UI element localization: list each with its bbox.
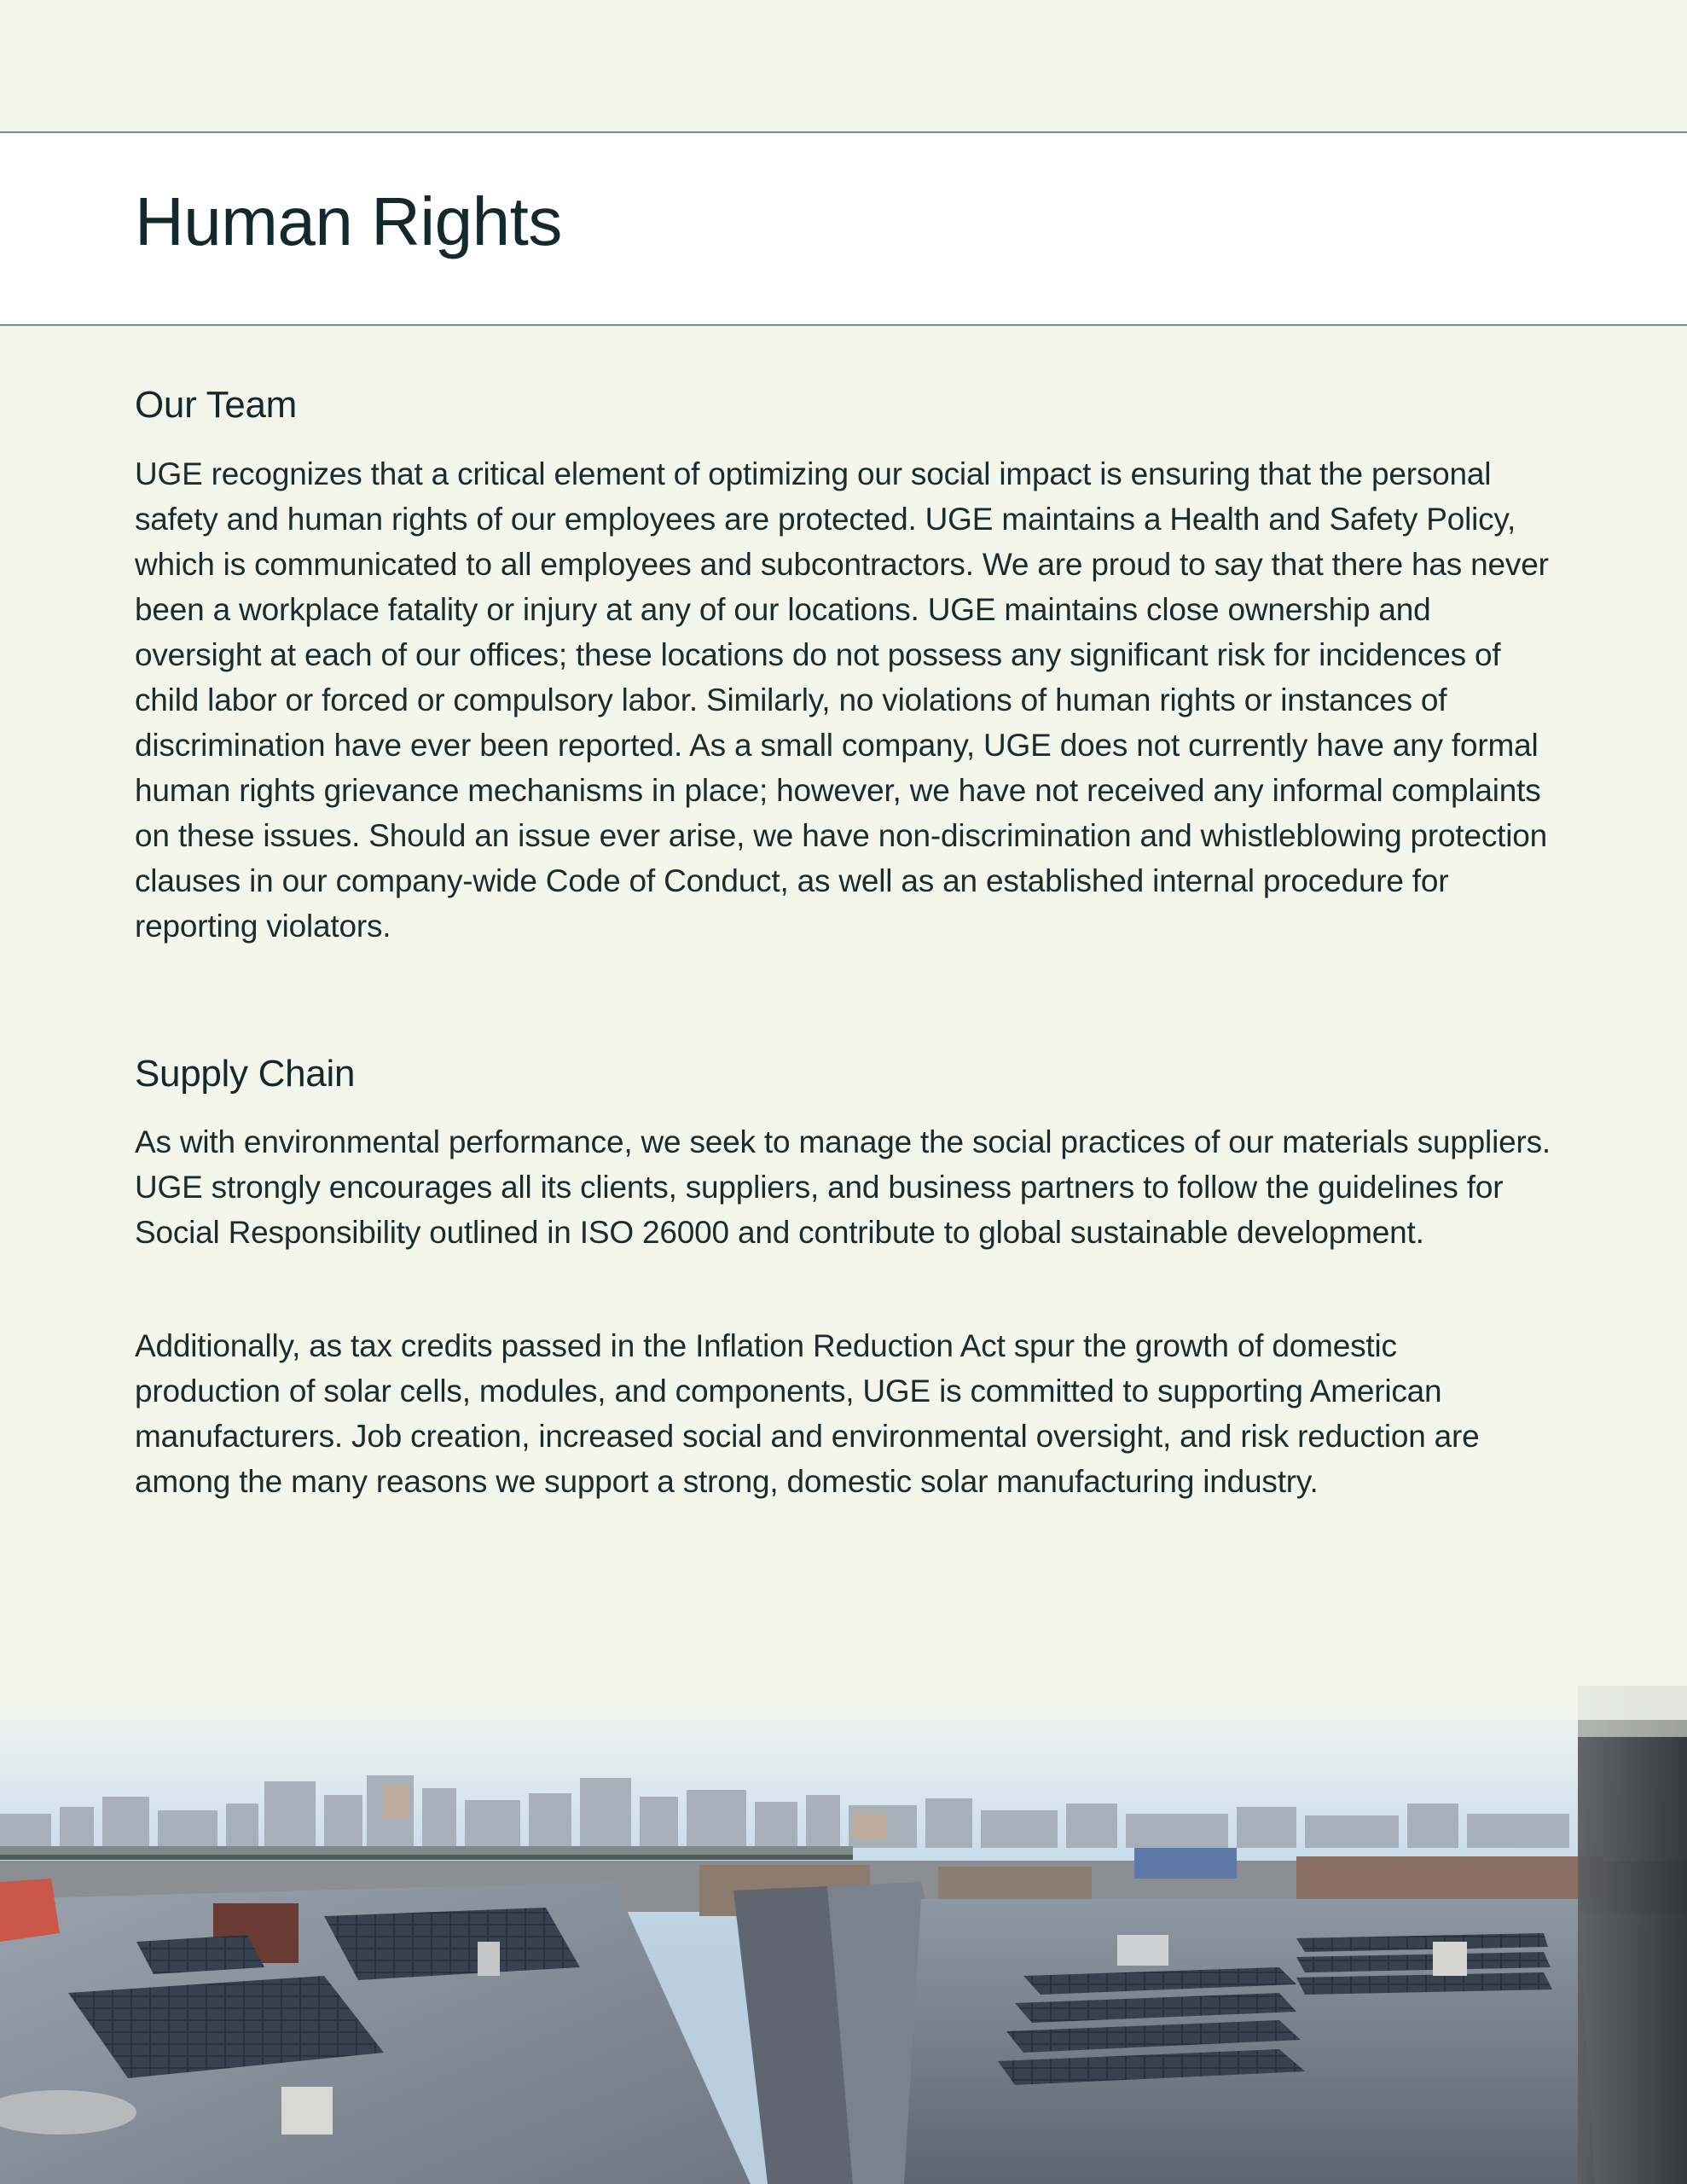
section-heading-supply-chain: Supply Chain bbox=[135, 1052, 356, 1095]
section-spacer bbox=[135, 949, 1551, 1053]
section-our-team bbox=[135, 384, 1551, 949]
paragraph-our-team: UGE recognizes that a critical element of optimizing our social impact is ensuring that the personal safety and human rights of our employees are protected. UGE maintains a Health and Safety Policy, which is communicated to all employees and subcontractors. We are proud to say that there has never been a workplace fatality or injury at any of our locations. UGE maintains close ownership and oversight at each of our offices; these locations do not possess any significant risk for incidences of child labor or forced or compulsory labor. Similarly, no violations of human rights or instances of discrimination have ever been reported. As a small company, UGE does not currently have any formal human rights grievance mechanisms in place; however, we have not received any informal complaints on these issues. Should an issue ever arise, we have non-discrimination and whistleblowing protection clauses in our company-wide Code of Conduct, as well as an established internal procedure for reporting violators. bbox=[135, 456, 1549, 944]
title-band bbox=[0, 131, 1687, 326]
top-margin-band bbox=[0, 0, 1687, 131]
rooftop-solar-panorama-photo bbox=[0, 1686, 1687, 2184]
paragraph-spacer bbox=[135, 1255, 1551, 1323]
paragraph-supply-chain-1: As with environmental performance, we seek to manage the social practices of our materials suppliers. UGE strongly encourages all its clients, suppliers, and business partners to follow the guidelines for Social Responsibility outlined in ISO 26000 and contribute to global sustainable development. bbox=[135, 1124, 1551, 1251]
rooftop-solar-panorama-illustration bbox=[0, 1686, 1687, 2184]
section-heading-our-team: Our Team bbox=[135, 384, 297, 426]
page-title: Human Rights bbox=[135, 183, 562, 259]
paragraph-supply-chain-2: Additionally, as tax credits passed in the Inflation Reduction Act spur the growth of domestic production of solar cells, modules, and components, UGE is committed to supporting American manufacturers. Job creation, increased social and environmental oversight, and risk reduction are among the many reasons we support a strong, domestic solar manufacturing industry. bbox=[135, 1328, 1480, 1500]
section-supply-chain bbox=[135, 1053, 1551, 1505]
main-content bbox=[135, 384, 1551, 1504]
